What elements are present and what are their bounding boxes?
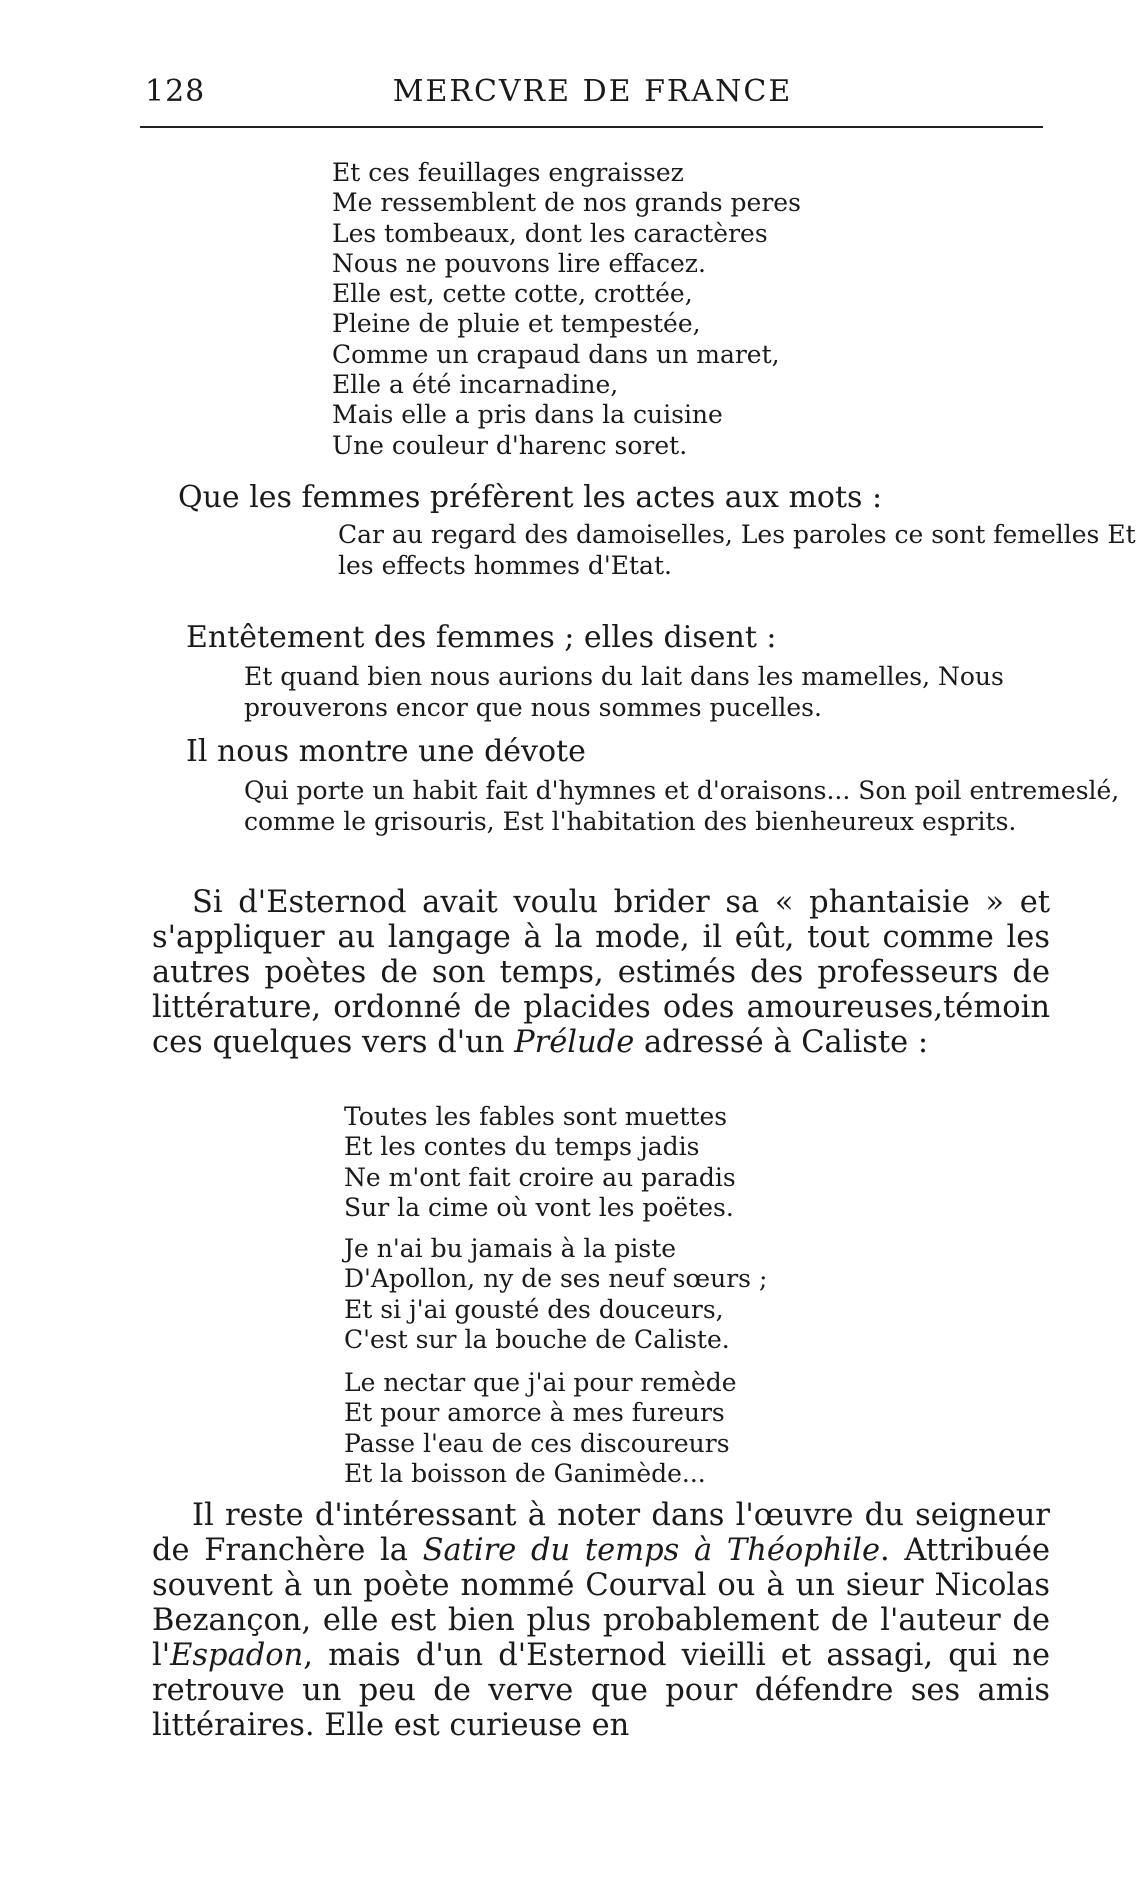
quote-line: Et quand bien nous aurions du lait dans les mamelles,	[244, 662, 931, 691]
stanza-3	[344, 1368, 737, 1489]
verse-line: Elle a été incarnadine,	[332, 370, 619, 400]
page-header	[145, 74, 1040, 118]
verse-line: C'est sur la bouche de Caliste.	[344, 1324, 730, 1354]
heading-line-3: Il nous montre une dévote	[186, 734, 586, 769]
quote-block-3	[244, 776, 1136, 837]
paragraph-text: . Attribuée souvent à un poète nommé Courval ou à un sieur Nicolas Bezançon, elle est bien plus probablement de l'auteur de l'	[152, 1533, 1050, 1673]
verse-line: Mais elle a pris dans la cuisine	[332, 400, 723, 430]
paragraph-text: adressé à Caliste :	[634, 1025, 929, 1060]
verse-line: Ne m'ont fait croire au paradis	[344, 1162, 736, 1192]
running-title: MERCVRE DE FRANCE	[392, 74, 793, 109]
verse-line: Passe l'eau de ces discoureurs	[344, 1428, 730, 1458]
verse-line: Elle est, cette cotte, crottée,	[332, 279, 693, 309]
paragraph-text: Il reste d'intéressant à noter dans l'œuvre du seigneur de Franchère la	[152, 1498, 1050, 1568]
quote-line: Qui porte un habit fait d'hymnes et d'oraisons...	[244, 776, 851, 805]
heading-line-2: Entêtement des femmes ; elles disent :	[186, 620, 777, 655]
prose-paragraph-1	[152, 885, 1050, 1060]
header-rule	[140, 126, 1043, 128]
verse-line: Les tombeaux, dont les caractères	[332, 218, 768, 248]
stanza-2	[344, 1234, 767, 1355]
quote-block-2	[244, 662, 1136, 723]
italic-title: Prélude	[514, 1025, 635, 1060]
verse-line: Et les contes du temps jadis	[344, 1132, 700, 1162]
heading-line-1: Que les femmes préfèrent les actes aux mots :	[178, 480, 883, 515]
verse-line: Le nectar que j'ai pour remède	[344, 1368, 737, 1397]
quote-line: Est l'habitation des bienheureux esprits.	[502, 806, 1017, 836]
paragraph-text: , mais d'un d'Esternod vieilli et assagi, qui ne retrouve un peu de verve que pour défendre ses amis littéraires. Elle est curieuse en	[152, 1638, 1050, 1743]
quote-line: Nous prouverons encor que nous sommes pucelles.	[244, 662, 1004, 722]
stanza-1	[344, 1102, 736, 1223]
verse-line: Comme un crapaud dans un maret,	[332, 339, 780, 369]
quote-line: Les paroles ce sont femelles	[740, 520, 1100, 549]
italic-title: Satire du temps à Théophile	[422, 1533, 880, 1568]
verse-line: Je n'ai bu jamais à la piste	[344, 1234, 677, 1263]
prose-paragraph-2	[152, 1498, 1050, 1743]
verse-line: Et si j'ai gousté des douceurs,	[344, 1294, 724, 1324]
verse-line: Sur la cime où vont les poëtes.	[344, 1192, 734, 1222]
verse-line: Nous ne pouvons lire effacez.	[332, 248, 706, 278]
verse-line: Et pour amorce à mes fureurs	[344, 1398, 725, 1428]
verse-line: Toutes les fables sont muettes	[344, 1102, 728, 1131]
paragraph-text: Si d'Esternod avait voulu brider sa « phantaisie » et s'appliquer au langage à la mode, il eût, tout comme les autres poètes de son temps, estimés des professeurs de littérature, ordonné de placides odes amoureuses,témoin ces quelques vers d'un	[152, 885, 1050, 1060]
verse-line: Pleine de pluie et tempestée,	[332, 309, 701, 339]
quote-line: Son poil entremeslé, comme le grisouris,	[244, 776, 1120, 836]
verse-line: Et ces feuillages engraissez	[332, 158, 684, 187]
italic-title: Espadon	[170, 1638, 304, 1673]
verse-block-1	[332, 158, 801, 461]
quote-block-1	[338, 520, 1136, 581]
quote-line: Car au regard des damoiselles,	[338, 520, 733, 549]
verse-line: Et la boisson de Ganimède...	[344, 1458, 706, 1488]
verse-line: Une couleur d'harenc soret.	[332, 430, 688, 460]
verse-line: D'Apollon, ny de ses neuf sœurs ;	[344, 1264, 768, 1294]
quote-line: Et les effects hommes d'Etat.	[338, 520, 1136, 580]
page-number: 128	[145, 74, 206, 109]
verse-line: Me ressemblent de nos grands peres	[332, 188, 801, 218]
